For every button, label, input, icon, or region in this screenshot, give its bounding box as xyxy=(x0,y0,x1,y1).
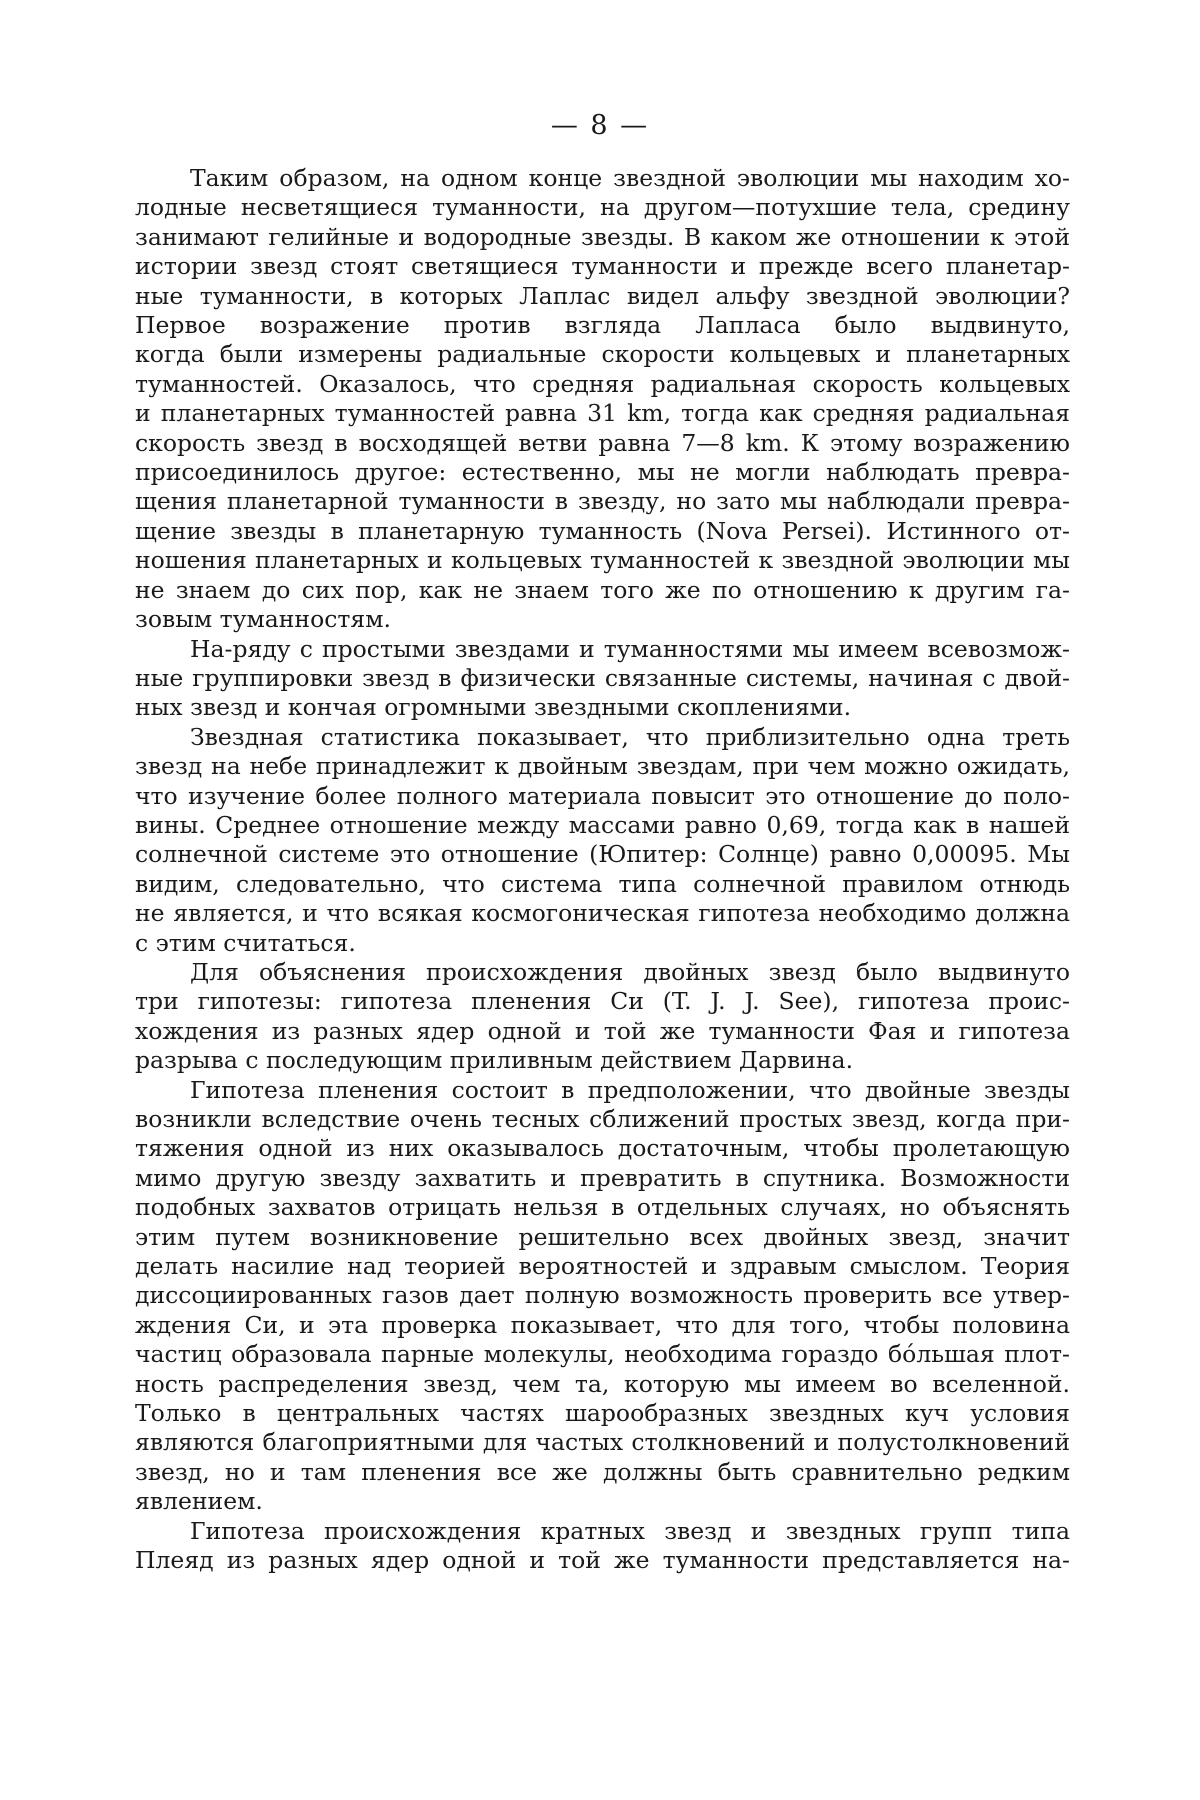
text-line: ношения планетарных и кольцевых туманностей к звездной эволюции мы xyxy=(135,546,1070,575)
text-line: Таким образом, на одном конце звездной эволюции мы находим хо- xyxy=(190,164,1070,192)
text-line: ждения Си, и эта проверка показывает, что для того, чтобы половина xyxy=(135,1310,1070,1339)
text-line: щения планетарной туманности в звезду, но зато мы наблюдали превра- xyxy=(135,487,1070,516)
text-line: и планетарных туманностей равна 31 km, тогда как средняя радиальная xyxy=(135,399,1070,428)
text-line: истории звезд стоят светящиеся туманности и прежде всего планетар- xyxy=(135,252,1070,281)
text-line: ность распределения звезд, чем та, которую мы имеем во вселенной. xyxy=(135,1369,1070,1398)
paragraph xyxy=(135,723,1070,958)
text-line: тяжения одной из них оказывалось достаточным, чтобы пролетающую xyxy=(135,1134,1070,1163)
text-line: диссоциированных газов дает полную возможность проверить все утвер- xyxy=(135,1281,1070,1310)
text-line: Звездная статистика показывает, что приблизительно одна треть xyxy=(190,722,1070,751)
text-line: делать насилие над теорией вероятностей и здравым смыслом. Теория xyxy=(135,1252,1070,1281)
text-line: являются благоприятными для частых столкновений и полустолкновений xyxy=(135,1428,1070,1457)
text-line: подобных захватов отрицать нельзя в отдельных случаях, но объяснять xyxy=(135,1193,1070,1222)
paragraph xyxy=(135,635,1070,723)
text-line: возникли вследствие очень тесных сближений простых звезд, когда при- xyxy=(135,1105,1070,1133)
page-number: — 8 — xyxy=(550,110,650,141)
text-line: не является, и что всякая космогоническая гипотеза необходимо должна xyxy=(135,899,1070,928)
text-line: разрыва с последующим приливным действием Дарвина. xyxy=(135,1046,854,1075)
text-line: когда были измерены радиальные скорости кольцевых и планетарных xyxy=(135,340,1070,369)
text-line: щение звезды в планетарную туманность (Nova Persei). Истинного от- xyxy=(135,516,1070,545)
text-line: лодные несветящиеся туманности, на другом—потухшие тела, средину xyxy=(135,193,1070,222)
body-text xyxy=(135,164,1070,1576)
text-line: ные группировки звезд в физически связанные системы, начиная с двой- xyxy=(135,663,1070,692)
text-line: скорость звезд в восходящей ветви равна 7—8 km. К этому возражению xyxy=(135,428,1070,457)
text-line: явлением. xyxy=(135,1487,263,1516)
text-line: Плеяд из разных ядер одной и той же туманности представляется на- xyxy=(135,1546,1070,1575)
text-line: с этим считаться. xyxy=(135,928,356,957)
text-line: ные туманности, в которых Лаплас видел альфу звездной эволюции? xyxy=(135,281,1070,310)
text-line: Гипотеза происхождения кратных звезд и звездных групп типа xyxy=(190,1516,1070,1545)
paragraph xyxy=(135,958,1070,1076)
text-line: туманностей. Оказалось, что средняя радиальная скорость кольцевых xyxy=(135,369,1070,398)
text-line: занимают гелийные и водородные звезды. В каком же отношении к этой xyxy=(135,222,1070,251)
paragraph xyxy=(135,164,1070,635)
text-line: Для объяснения происхождения двойных звезд было выдвинуто xyxy=(190,957,1070,986)
text-line: Гипотеза пленения состоит в предположении, что двойные звезды xyxy=(190,1075,1070,1104)
text-line: ных звезд и кончая огромными звездными скоплениями. xyxy=(135,693,852,722)
text-line: зовым туманностям. xyxy=(135,605,391,634)
text-line: На-ряду с простыми звездами и туманностями мы имеем всевозмож- xyxy=(190,634,1070,663)
text-line: хождения из разных ядер одной и той же туманности Фая и гипотеза xyxy=(135,1016,1070,1045)
text-line: три гипотезы: гипотеза пленения Си (T. J. J. See), гипотеза проис- xyxy=(135,987,1070,1016)
text-line: этим путем возникновение решительно всех двойных звезд, значит xyxy=(135,1222,1070,1251)
text-line: Первое возражение против взгляда Лапласа было выдвинуто, xyxy=(135,311,1070,340)
paragraph xyxy=(135,1517,1070,1576)
text-line: присоединилось другое: естественно, мы не могли наблюдать превра- xyxy=(135,458,1070,487)
text-line: вины. Среднее отношение между массами равно 0,69, тогда как в нашей xyxy=(135,810,1070,839)
paragraph xyxy=(135,1076,1070,1517)
text-line: солнечной системе это отношение (Юпитер: Солнце) равно 0,00095. Мы xyxy=(135,840,1070,869)
text-line: видим, следовательно, что система типа солнечной правилом отнюдь xyxy=(135,869,1070,898)
text-line: звезд, но и там пленения все же должны быть сравнительно редким xyxy=(135,1457,1070,1486)
text-line: звезд на небе принадлежит к двойным звездам, при чем можно ожидать, xyxy=(135,752,1070,781)
text-line: мимо другую звезду захватить и превратить в спутника. Возможности xyxy=(135,1163,1070,1192)
text-line: что изучение более полного материала повысит это отношение до поло- xyxy=(135,781,1070,810)
text-line: Только в центральных частях шарообразных звездных куч условия xyxy=(135,1399,1070,1428)
text-line: частиц образовала парные молекулы, необходима гораздо бо́льшая плот- xyxy=(135,1340,1070,1369)
text-line: не знаем до сих пор, как не знаем того же по отношению к другим га- xyxy=(135,575,1070,604)
